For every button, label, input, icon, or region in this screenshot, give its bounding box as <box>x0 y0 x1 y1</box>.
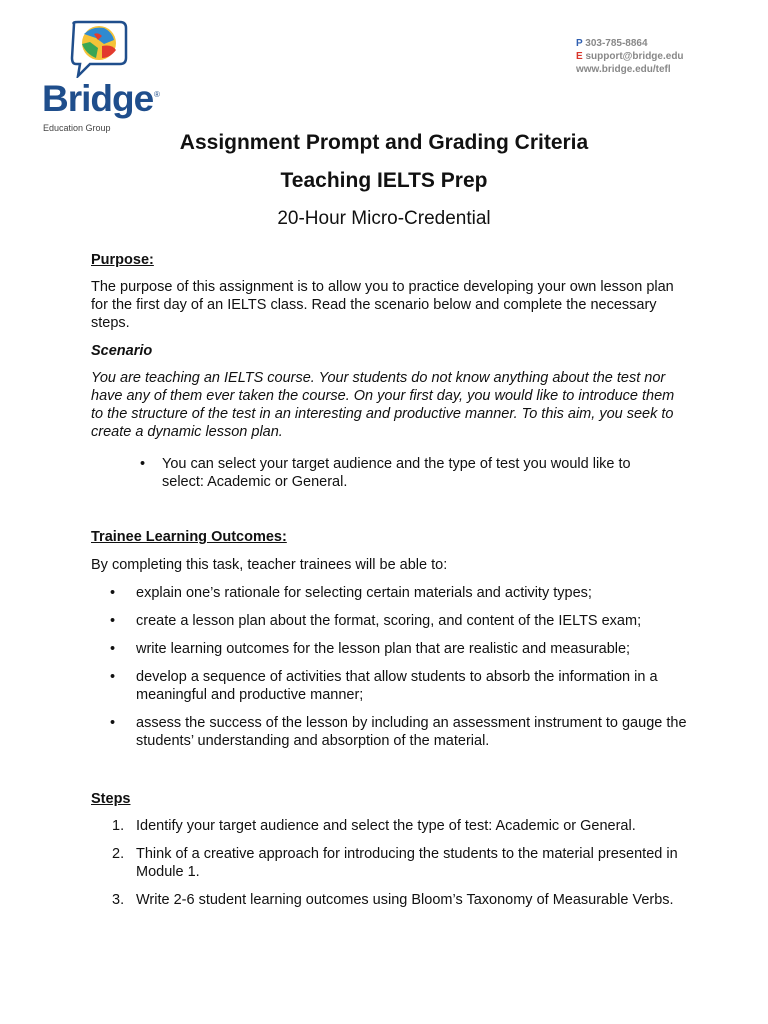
phone-line <box>576 37 684 50</box>
email-label: E <box>576 51 583 62</box>
document-subtitle: Teaching IELTS Prep <box>280 169 488 192</box>
contact-info <box>576 37 684 76</box>
step-text: Think of a creative approach for introducing the students to the material presented in Module 1. <box>136 846 678 880</box>
globe-speech-bubble-icon <box>68 20 130 78</box>
website-link[interactable]: www.bridge.edu/tefl <box>576 64 671 75</box>
logo-wordmark: Bridge <box>42 78 154 119</box>
bullet-marker: • <box>110 715 116 731</box>
list-item <box>91 640 691 658</box>
list-item-text: create a lesson plan about the format, scoring, and content of the IELTS exam; <box>136 613 642 629</box>
bullet-marker: • <box>140 456 146 472</box>
email-line <box>576 50 684 63</box>
step-number: 3. <box>112 892 125 908</box>
bullet-marker: • <box>110 669 116 685</box>
scenario-bullet-text: You can select your target audience and the type of test you would like to select: Academic or General. <box>162 456 631 490</box>
list-item <box>91 612 691 630</box>
logo-subtitle: Education Group <box>43 123 111 133</box>
purpose-heading: Purpose: <box>91 252 154 268</box>
list-item-text: explain one’s rationale for selecting certain materials and activity types; <box>136 585 592 601</box>
list-item-text: develop a sequence of activities that allow students to absorb the information in a meaningful and productive manner; <box>136 669 658 703</box>
document-title: Assignment Prompt and Grading Criteria <box>179 131 589 154</box>
list-item-text: write learning outcomes for the lesson plan that are realistic and measurable; <box>136 641 631 657</box>
list-item <box>91 891 691 909</box>
steps-list <box>91 817 691 919</box>
registered-mark: ® <box>154 90 160 99</box>
phone-label: P <box>576 38 583 49</box>
outcomes-heading: Trainee Learning Outcomes: <box>91 529 287 545</box>
list-item <box>91 714 691 750</box>
step-text: Write 2-6 student learning outcomes using Bloom’s Taxonomy of Measurable Verbs. <box>136 892 674 908</box>
step-number: 2. <box>112 846 125 862</box>
scenario-text: You are teaching an IELTS course. Your students do not know anything about the test nor have any of them ever taken the course. On your first day, you would like to introduce them to the structure of the test in an interesting and productive manner. To this aim, you seek to create a dynamic lesson plan. <box>91 370 675 440</box>
list-item <box>91 668 691 704</box>
email-link[interactable]: support@bridge.edu <box>585 51 684 62</box>
bullet-marker: • <box>110 585 116 601</box>
credential-label: 20-Hour Micro-Credential <box>277 208 491 229</box>
bullet-marker: • <box>110 613 116 629</box>
outcomes-list <box>91 584 691 760</box>
list-item <box>91 845 691 881</box>
phone-number[interactable]: 303-785-8864 <box>585 38 648 49</box>
list-item <box>91 584 691 602</box>
steps-heading: Steps <box>91 791 131 807</box>
outcomes-intro: By completing this task, teacher trainees will be able to: <box>91 557 448 573</box>
list-item-text: assess the success of the lesson by including an assessment instrument to gauge the students’ understanding and absorption of the material. <box>136 715 687 749</box>
step-number: 1. <box>112 818 125 834</box>
list-item <box>91 817 691 835</box>
bridge-logo <box>42 20 172 133</box>
scenario-heading: Scenario <box>91 343 153 359</box>
step-text: Identify your target audience and select the type of test: Academic or General. <box>136 818 636 834</box>
bullet-marker: • <box>110 641 116 657</box>
purpose-text: The purpose of this assignment is to allow you to practice developing your own lesson plan for the first day of an IELTS class. Read the scenario below and complete the necessary steps. <box>91 279 674 331</box>
